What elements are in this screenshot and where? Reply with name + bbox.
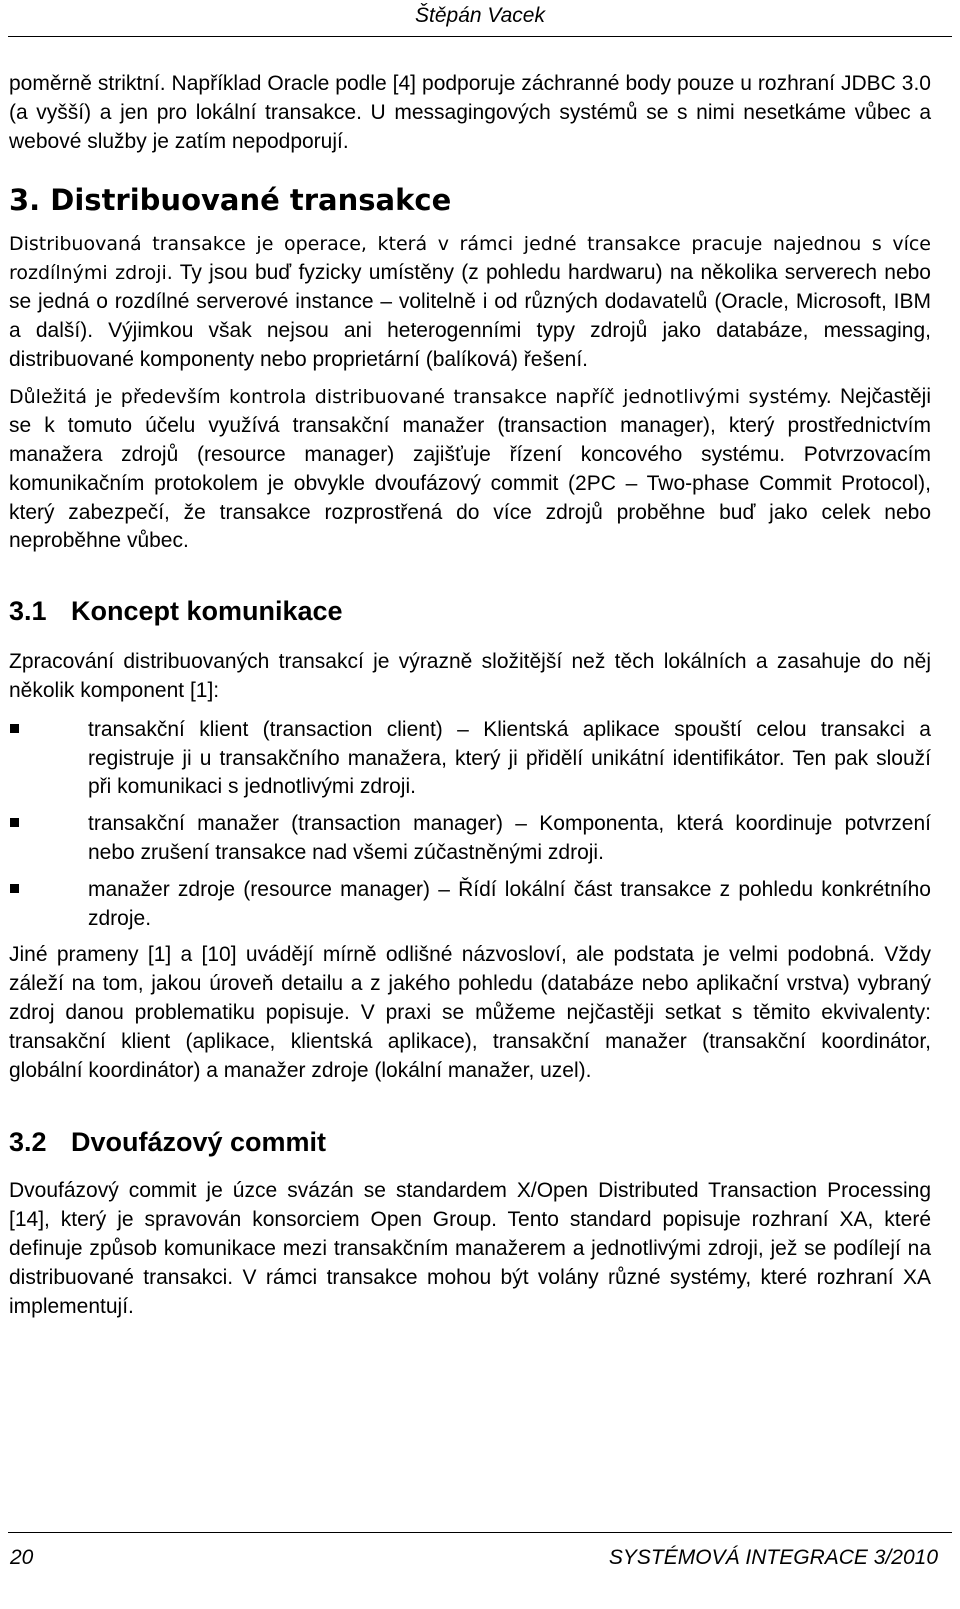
section-3-paragraph-2 — [9, 383, 931, 556]
page-content — [9, 70, 931, 1321]
section-3-1-number: 3.1 — [9, 596, 47, 627]
journal-name: SYSTÉMOVÁ INTEGRACE 3/2010 — [608, 1546, 938, 1569]
section-3-paragraph-2-lead: Důležitá je především kontrola distribuované transakce napříč jednotlivými systémy. — [9, 386, 832, 409]
section-3-paragraph-1-lead: Distribuovaná transakce je operace, která v rámci jedné transakce pracuje najednou s více rozdílnými zdroji. — [9, 233, 931, 285]
section-3-2-heading — [9, 1125, 931, 1159]
components-list — [9, 716, 931, 934]
page-header — [0, 0, 960, 36]
page-footer — [0, 1532, 960, 1609]
list-item-text: manažer zdroje (resource manager) – Řídí lokální část transakce z pohledu konkrétního zdroje. — [88, 877, 931, 930]
list-item — [9, 876, 931, 934]
intro-paragraph: poměrně striktní. Například Oracle podle [4] podporuje záchranné body pouze u rozhraní JDBC 3.0 (a vyšší) a jen pro lokální transakce. U messagingových systémů se s nimi nesetkáme vůbec a webové služby je zatím nepodporují. — [9, 72, 931, 153]
page-number: 20 — [10, 1546, 34, 1569]
list-item — [9, 716, 931, 802]
section-3-1-heading — [9, 594, 931, 628]
section-3-1-intro: Zpracování distribuovaných transakcí je výrazně složitější než těch lokálních a zasahuje do něj několik komponent [1]: — [9, 650, 931, 702]
section-3-2-number: 3.2 — [9, 1127, 47, 1158]
section-3-2-title: Dvoufázový commit — [71, 1127, 327, 1158]
list-item-text: transakční manažer (transaction manager) – Komponenta, která koordinuje potvrzení nebo zrušení transakce nad všemi zúčastněnými zdroji. — [88, 812, 931, 864]
header-rule — [8, 36, 952, 37]
section-3-paragraph-1 — [9, 230, 931, 374]
square-bullet-icon — [10, 884, 19, 893]
list-item — [9, 810, 931, 868]
section-3-heading: 3. Distribuované transakce — [9, 183, 452, 218]
section-3-2-paragraph: Dvoufázový commit je úzce svázán se standardem X/Open Distributed Transaction Processing [14], který je spravován konsorciem Open Group. Tento standard popisuje rozhraní XA, které definuje způsob komunikace mezi transakčním manažerem a jednotlivými zdroji, jež se podílejí na distribuované transakci. V rámci transakce mohou být volány různé systémy, které rozhraní XA implementují. — [9, 1179, 931, 1318]
section-3-1-title: Koncept komunikace — [71, 596, 343, 627]
section-3-paragraph-2-rest: Nejčastěji se k tomuto účelu využívá transakční manažer (transaction manager), který prostřednictvím manažera zdrojů (resource manager) zajišťuje řízení koncového systému. Potvrzovacím komunikačním protokolem je obvykle dvoufázový commit (2PC – Two-phase Commit Protocol), který zabezpečí, že transakce rozprostřená do více zdrojů proběhne buď jako celek nebo neproběhne vůbec. — [9, 385, 931, 553]
list-item-text: transakční klient (transaction client) – Klientská aplikace spouští celou transakci a registruje ji u transakčního manažera, který ji přidělí unikátní identifikátor. Ten pak slouží při komunikaci s jednotlivými zdroji. — [88, 717, 931, 799]
square-bullet-icon — [10, 818, 19, 827]
square-bullet-icon — [10, 724, 19, 733]
section-3-paragraph-1-rest: Ty jsou buď fyzicky umístěny (z pohledu hardwaru) na několika serverech nebo se jedná o rozdílné serverové instance – volitelně i od různých dodavatelů (Oracle, Microsoft, IBM a další). Výjimkou však nejsou ani heterogenními typy zdrojů jako databáze, messaging, distribuované komponenty nebo proprietární (balíková) řešení. — [9, 261, 931, 371]
header-author: Štěpán Vacek — [415, 4, 545, 27]
footer-rule — [8, 1532, 952, 1533]
section-3-1-closing: Jiné prameny [1] a [10] uvádějí mírně odlišné názvosloví, ale podstata je velmi podobná. Vždy záleží na tom, jakou úroveň detailu a z jakého pohledu (databáze nebo aplikační vrstva) vybraný zdroj danou problematiku popisuje. V praxi se můžeme nejčastěji setkat s těmito ekvivalenty: transakční klient (aplikace, klientská aplikace), transakční manažer (transakční koordinátor, globální koordinátor) a manažer zdroje (lokální manažer, uzel). — [9, 943, 931, 1082]
